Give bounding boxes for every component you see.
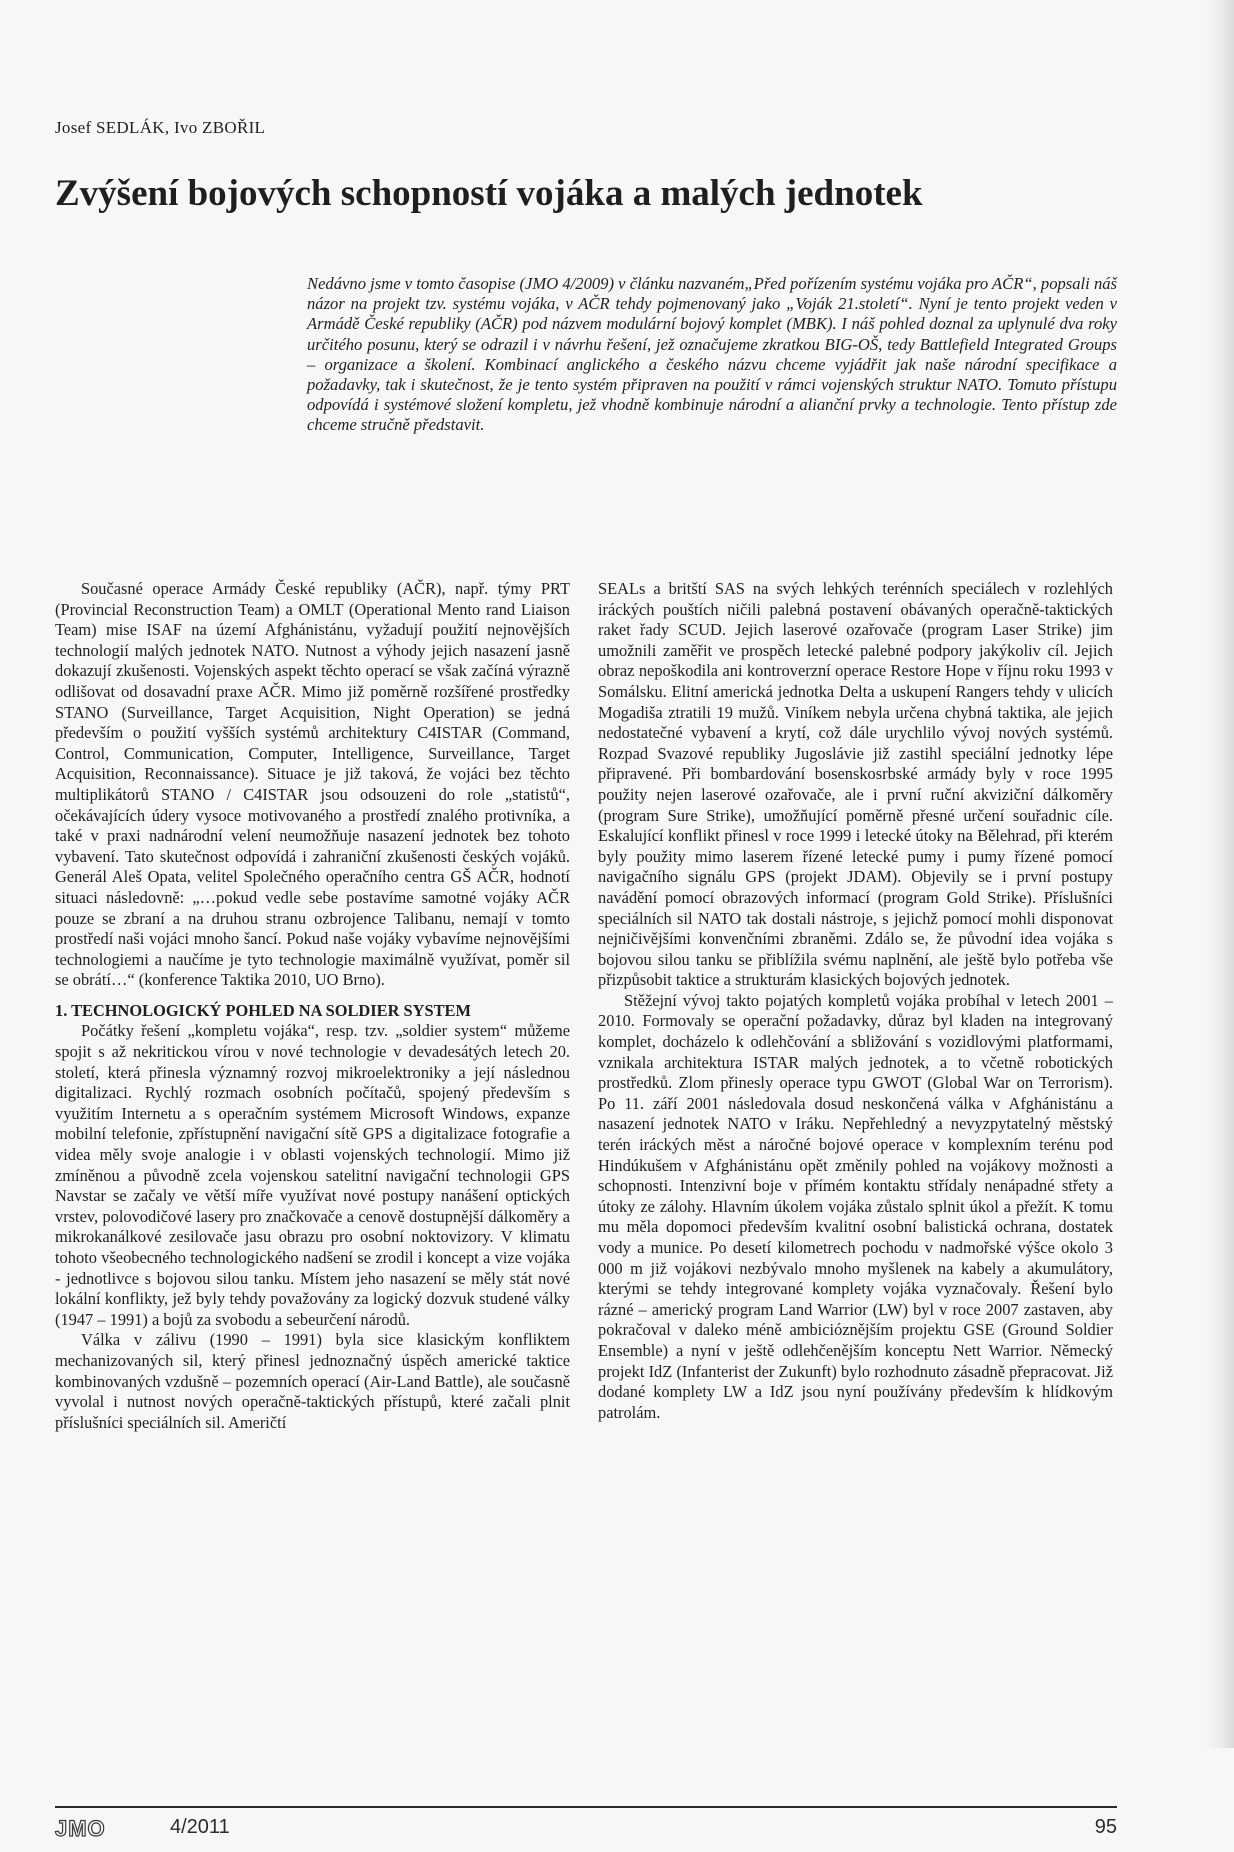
issue-number: 4/2011 xyxy=(170,1816,230,1838)
page-number: 95 xyxy=(1094,1816,1117,1838)
footer-rule xyxy=(55,1806,1117,1808)
right-paragraph-2: Stěžejní vývoj takto pojatých kompletů vojáka probíhal v letech 2001 – 2010. Formovaly se operační požadavky, důraz byl kladen na integrovaný komplet, docházelo k odlehčování a sbližování s vozidlovými platformami, vznikala architektura ISTAR malých jednotek, a to včetně robotických prostředků. Zlom přinesly operace typu GWOT (Global War on Terrorism). Po 11. září 2001 následovala dosud neskončená válka v Afghánistánu a nasazení jednotek NATO v Iráku. Nepřehledný a nevyzpytatelný městský terén iráckých měst a náročné bojové operace v komplexním terénu pod Hindúkušem v Afghánistánu opět změnily pohled na vojákovy možnosti a schopnosti. Intenzivní boje v přímém kontaktu střídaly nenápadné střety a útoky ze zálohy. Hlavním úkolem vojáka zůstalo splnit úkol a přežít. K tomu mu měla dopomoci především kvalitní osobní balistická ochrana, dostatek vody a munice. Po desetí kilometrech pochodu v nadmořské výšce okolo 3 000 m již vojákovi nezbývalo mnoho myšlenek na kabely a akumulátory, kterými se tehdy integrované komplety vojáka vyznačovaly. Řešení bylo rázné – americký program Land Warrior (LW) byl v roce 2007 zastaven, aby pokračoval v daleko méně ambicióznějším projektu GSE (Ground Soldier Ensemble) a nyní v ještě odlehčenějším konceptu Nett Warrior. Německý projekt IdZ (Infanterist der Zukunft) bylo rozhodnuto zásadně přepracovat. Již dodané komplety LW a IdZ jsou nyní používány především k hlídkovým patrolám. xyxy=(598,990,1113,1422)
journal-logo: JMO xyxy=(55,1816,106,1841)
left-paragraph-2: Počátky řešení „kompletu vojáka“, resp. tzv. „soldier system“ můžeme spojit s až nekritickou vírou v nové technologie v devadesátých letech 20. století, která přinesla významný rozvoj mikroelektroniky a její následnou digitalizaci. Rychlý rozmach osobních počítačů, spojený především s využitím Internetu a s operačním systémem Microsoft Windows, expanze mobilní telefonie, zpřístupnění navigační sítě GPS a digitalizace fotografie a videa měly svoje analogie i v oblasti vojenských technologií. Mimo již zmíněnou a původně zcela vojenskou satelitní navigační technologii GPS Navstar se začaly ve větší míře využívat nové postupy nanášení optických vrstev, polovodičové lasery pro značkovače a cenově dostupnější dálkoměry a mikrokanálkové zesilovače jasu obrazu pro osobní noktovizory. V klimatu tohoto všeobecného technologického nadšení se zrodil i koncept a vize vojáka - jednotlivce s bojovou silou tanku. Místem jeho nasazení se měly stát nové lokální konflikty, jež byly tehdy považovány za logický dozvuk studené války (1947 – 1991) a bojů za svobodu a sebeurčení národů. xyxy=(55,1021,570,1329)
right-column xyxy=(598,579,1113,1423)
article-abstract: Nedávno jsme v tomto časopise (JMO 4/2009) v článku nazvaném„Před pořízením systému vojáka pro AČR“, popsali náš názor na projekt tzv. systému vojáka, v AČR tehdy pojmenovaný jako „Voják 21.století“. Nyní je tento projekt veden v Armádě České republiky (AČR) pod názvem modulární bojový komplet (MBK). I náš pohled doznal za uplynulé dva roky určitého posunu, který se odrazil i v návrhu řešení, jež označujeme zkratkou BIG-OŠ, tedy Battlefield Integrated Groups – organizace a školení. Kombinací anglického a českého názvu chceme vyjádřit jak naše národní specifikace a požadavky, tak i skutečnost, že je tento systém připraven na použití v rámci vojenských struktur NATO. Tomuto přístupu odpovídá i systémové složení kompletu, jež vhodně kombinuje národní a alianční prvky a technologie. Tento přístup zde chceme stručně představit. xyxy=(307,274,1117,435)
left-paragraph-1: Současné operace Armády České republiky (AČR), např. týmy PRT (Provincial Reconstruction Team) a OMLT (Operational Mento rand Liaison Team) mise ISAF na území Afghánistánu, vyžadují použití nejnovějších technologií malých jednotek NATO. Nutnost a výhody jejich nasazení jasně dokazují zkušenosti. Vojenských aspekt těchto operací se však začíná výrazně odlišovat od dosavadní praxe AČR. Mimo již poměrně rozšířené prostředky STANO (Surveillance, Target Acquisition, Night Operation) se jedná především o použití vyšších systémů architektury C4ISTAR (Command, Control, Communication, Computer, Intelligence, Surveillance, Target Acquisition, Reconnaissance). Situace je již taková, že vojáci bez těchto multiplikátorů STANO / C4ISTAR jsou odsouzeni do role „statistů“, očekávajících údery vysoce motivovaného a prostředí znalého protivníka, a také v praxi nadnárodní velení neumožňuje nasazení jednotek bez tohoto vybavení. Tato skutečnost odpovídá i zahraniční zkušenosti českých vojáků. Generál Aleš Opata, velitel Společného operačního centra GŠ AČR, hodnotí situaci následovně: „…pokud vedle sebe postavíme samotné vojáky AČR pouze se zbraní a na druhou stranu ozbrojence Talibanu, nemají v tomto prostředí naši vojáci mnoho šancí. Pokud naše vojáky vybavíme nejnovějšími technologiemi a naučíme je tyto technologie maximálně využívat, poměr sil se obrátí…“ (konference Taktika 2010, UO Brno). xyxy=(55,579,570,990)
page-footer xyxy=(55,1812,1117,1852)
right-paragraph-1: SEALs a britští SAS na svých lehkých terénních speciálech v rozlehlých iráckých pouštích ničili palebná postavení obávaných operačně-taktických raket řady SCUD. Jejich laserové ozařovače (program Laser Strike) jim umožnili zaměřit ve prospěch letecké palebné podpory jakýkoliv cíl. Jejich obraz nepoškodila ani kontroverzní operace Restore Hope v říjnu roku 1993 v Somálsku. Elitní americká jednotka Delta a uskupení Rangers tehdy v ulicích Mogadiša ztratili 19 mužů. Viníkem nebyla určena chybná taktika, ale jejich nedostatečné vybavení a krytí, což dále urychlilo vývoj nových systémů. Rozpad Svazové republiky Jugoslávie již zastihl speciální jednotky lépe připravené. Při bombardování bosenskosrbské armády byly v roce 1995 použity nejen laserové ozařovače, ale i první ruční akviziční dálkoměry (program Sure Strike), umožňující poměrně přesné určení souřadnic cíle. Eskalující konflikt přinesl v roce 1999 i letecké útoky na Bělehrad, při kterém byly použity mimo laserem řízené letecké pumy i pumy řízené pomocí navigačního signálu GPS (projekt JDAM). Objevily se i první postupy navádění pomocí obrazových informací (program Gold Strike). Příslušníci speciálních sil NATO tak dostali nástroje, s jejichž pomocí mohli disponovat nejničivějšími konvenčními zbraněmi. Zdálo se, že původní idea vojáka s bojovou silou tanku se přiblížila svému naplnění, ale ještě bylo potřeba vše přizpůsobit taktice a strukturám klasických bojových jednotek. xyxy=(598,579,1113,990)
left-paragraph-3: Válka v zálivu (1990 – 1991) byla sice klasickým konfliktem mechanizovaných sil, který přinesl jednoznačný úspěch americké taktice kombinovaných vzdušně – pozemních operací (Air-Land Battle), ale současně vyvolal i nutnost nových operačně-taktických přístupů, které začali plnit příslušníci speciálních sil. Američtí xyxy=(55,1330,570,1432)
left-column xyxy=(55,579,570,1433)
section-heading: 1. TECHNOLOGICKÝ POHLED NA SOLDIER SYSTEM xyxy=(55,1000,471,1020)
page-edge-shadow xyxy=(1204,0,1234,1748)
article-title: Zvýšení bojových schopností vojáka a malých jednotek xyxy=(55,173,923,214)
article-authors: Josef SEDLÁK, Ivo ZBOŘIL xyxy=(55,118,266,137)
